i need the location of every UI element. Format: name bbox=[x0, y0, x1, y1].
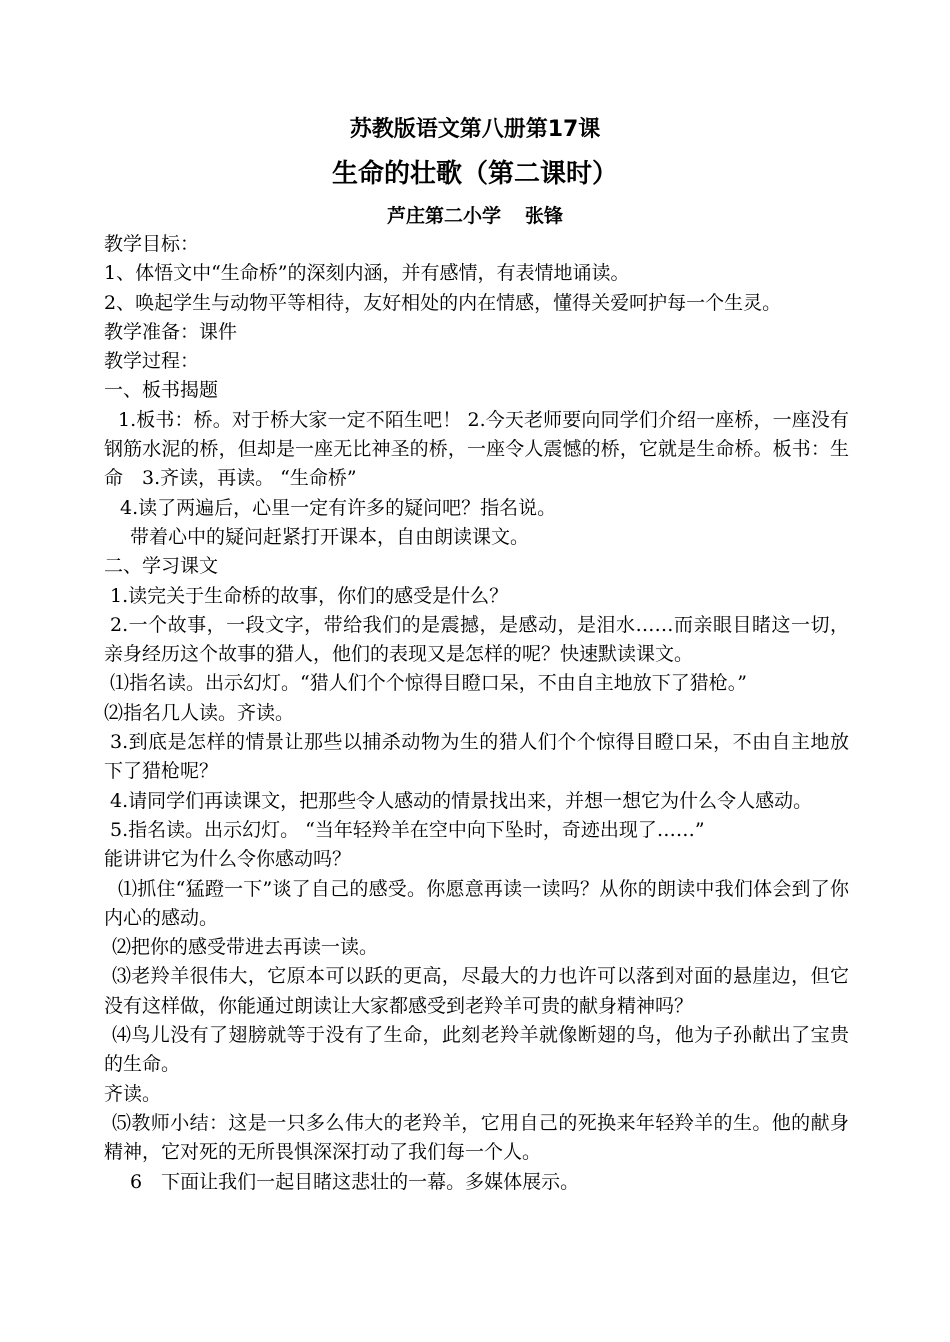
paragraph: 3.到底是怎样的情景让那些以捕杀动物为生的猎人们个个惊得目瞪口呆，不由自主地放下了猎枪呢？ bbox=[104, 731, 849, 783]
paragraph: 4.读了两遍后，心里一定有许多的疑问吧？指名说。 bbox=[120, 496, 557, 519]
paragraph: 4.请同学们再读课文，把那些令人感动的情景找出来，并想一想它为什么令人感动。 bbox=[110, 789, 813, 812]
document-title: 苏教版语文第八册第17课 bbox=[349, 117, 601, 142]
paragraph: 教学过程： bbox=[104, 350, 200, 373]
paragraph: 2.一个故事，一段文字，带给我们的是震撼，是感动，是泪水……而亲眼目睹这一切，亲身经历这个故事的猎人，他们的表现又是怎样的呢？快速默读课文。 bbox=[104, 613, 849, 666]
paragraph: ⑴指名读。出示幻灯。“猎人们个个惊得目瞪口呆，不由自主地放下了猎枪。” bbox=[110, 672, 747, 695]
section-heading: 二、学习课文 bbox=[104, 555, 219, 578]
paragraph: 1、体悟文中“生命桥”的深刻内涵，并有感情，有表情地诵读。 bbox=[104, 262, 630, 285]
lesson-title: 生命的壮歌（第二课时） bbox=[331, 159, 618, 189]
author-name: 张锋 bbox=[525, 205, 564, 227]
paragraph: ⑵指名几人读。齐读。 bbox=[104, 701, 295, 724]
paragraph: 教学目标： bbox=[104, 233, 200, 255]
paragraph: ⑴抓住“猛蹬一下”谈了自己的感受。你愿意再读一读吗？从你的朗读中我们体会到了你内心的感动。 bbox=[104, 877, 849, 929]
paragraph: ⑷鸟儿没有了翅膀就等于没有了生命，此刻老羚羊就像断翅的鸟，他为子孙献出了宝贵的生命。 bbox=[104, 1024, 849, 1076]
paragraph: 6 下面让我们一起目睹这悲壮的一幕。多媒体展示。 bbox=[130, 1170, 580, 1193]
paragraph: ⑸教师小结：这是一只多么伟大的老羚羊，它用自己的死换来年轻羚羊的生。他的献身精神，它对死的无所畏惧深深打动了我们每一个人。 bbox=[104, 1111, 849, 1164]
document-body bbox=[104, 230, 849, 1197]
school-name: 芦庄第二小学 bbox=[386, 205, 501, 227]
paragraph: 教学准备：课件 bbox=[104, 320, 238, 343]
paragraph: 带着心中的疑问赶紧打开课本，自由朗读课文。 bbox=[130, 525, 530, 548]
paragraph: 能讲讲它为什么令你感动吗？ bbox=[104, 848, 352, 871]
author-line bbox=[0, 201, 950, 231]
paragraph: ⑵把你的感受带进去再读一读。 bbox=[112, 936, 379, 959]
paragraph: 1.读完关于生命桥的故事，你们的感受是什么？ bbox=[110, 584, 509, 607]
paragraph: ⑶老羚羊很伟大，它原本可以跃的更高，尽最大的力也许可以落到对面的悬崖边，但它没有这样做，你能通过朗读让大家都感受到老羚羊可贵的献身精神吗？ bbox=[104, 965, 849, 1017]
section-heading: 一、板书揭题 bbox=[104, 379, 219, 402]
paragraph: 2、唤起学生与动物平等相待，友好相处的内在情感，懂得关爱呵护每一个生灵。 bbox=[104, 291, 782, 314]
paragraph: 5.指名读。出示幻灯。 “当年轻羚羊在空中向下坠时，奇迹出现了……” bbox=[110, 818, 705, 841]
paragraph: 1.板书：桥。对于桥大家一定不陌生吧！ 2.今天老师要向同学们介绍一座桥，一座没有钢筋水泥的桥，但却是一座无比神圣的桥，一座令人震憾的桥，它就是生命桥。板书：生命 3.齐读，再读。 “生命桥” bbox=[104, 408, 849, 490]
paragraph: 齐读。 bbox=[104, 1082, 162, 1105]
